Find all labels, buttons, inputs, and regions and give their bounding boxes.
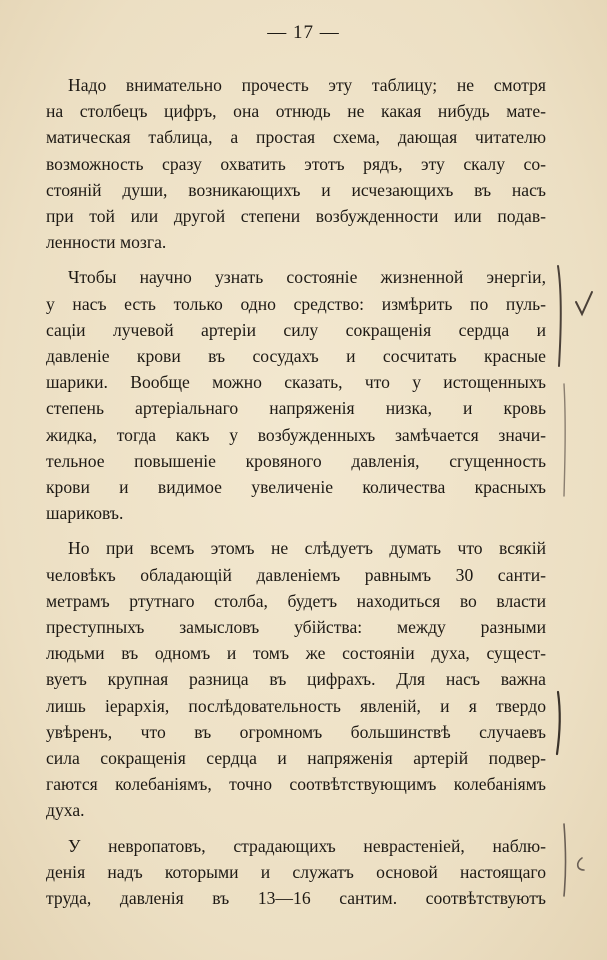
paragraph-1 bbox=[46, 72, 546, 255]
text-line: гаются колебаніямъ, точно соотвѣтствующимъ колебаніямъ bbox=[46, 774, 546, 795]
text-line: шарики. Вообще можно сказать, что у истощенныхъ bbox=[46, 372, 546, 393]
text-line: духа. bbox=[46, 800, 85, 821]
text-line: крови и видимое увеличеніе количества красныхъ bbox=[46, 477, 546, 498]
margin-line-mark bbox=[556, 380, 576, 500]
margin-bracket-mark bbox=[556, 820, 606, 900]
text-line: матическая таблица, а простая схема, дающая читателю bbox=[46, 127, 546, 148]
text-line: Но при всемъ этомъ не слѣдуетъ думать что всякій bbox=[68, 538, 546, 559]
text-line: шариковъ. bbox=[46, 503, 124, 524]
paragraph-4 bbox=[46, 833, 546, 912]
text-line: увѣренъ, что въ огромномъ большинствѣ случаевъ bbox=[46, 721, 546, 742]
text-line: метрамъ ртутнаго столба, будетъ находиться во власти bbox=[46, 590, 546, 611]
text-line: труда, давленія въ 13—16 сантим. соотвѣтствуютъ bbox=[46, 888, 546, 909]
margin-bracket-mark bbox=[548, 262, 598, 372]
text-line: денія надъ которыми и служатъ основой настоящаго bbox=[46, 861, 546, 882]
text-line: людьми въ одномъ и томъ же состояніи духа, сущест- bbox=[46, 643, 546, 664]
paragraph-2 bbox=[46, 264, 546, 526]
text-line: лишь іерархія, послѣдовательность явленій, и я твердо bbox=[46, 695, 546, 716]
text-line: человѣкъ обладающій давленіемъ равнымъ 30 санти- bbox=[46, 564, 546, 585]
text-line: тельное повышеніе кровяного давленія, сгущенность bbox=[46, 450, 546, 471]
body-text bbox=[46, 72, 546, 920]
page-number: — 17 — bbox=[267, 22, 340, 43]
text-line: саціи лучевой артеріи силу сокращенія сердца и bbox=[46, 319, 546, 340]
text-line: у насъ есть только одно средство: измѣрить по пуль- bbox=[46, 293, 546, 314]
text-line: давленіе крови въ сосудахъ и сосчитать красные bbox=[46, 346, 546, 367]
text-line: возможность сразу охватить этотъ рядъ, эту скалу со- bbox=[46, 153, 546, 174]
paragraph-3 bbox=[46, 535, 546, 823]
text-line: Чтобы научно узнать состояніе жизненной энергіи, bbox=[68, 267, 546, 288]
text-line: вуетъ крупная разница въ цифрахъ. Для насъ важна bbox=[46, 669, 546, 690]
text-line: ленности мозга. bbox=[46, 232, 167, 253]
text-line: стояній души, возникающихъ и исчезающихъ въ насъ bbox=[46, 179, 546, 200]
text-line: на столбецъ цифръ, она отнюдь не какая нибудь мате- bbox=[46, 101, 546, 122]
text-line: жидка, тогда какъ у возбужденныхъ замѣчается значи- bbox=[46, 424, 546, 445]
text-line: У невропатовъ, страдающихъ неврастеніей, наблю- bbox=[68, 835, 546, 856]
text-line: сила сокращенія сердца и напряженія артерій подвер- bbox=[46, 748, 546, 769]
text-line: степень артеріальнаго напряженія низка, и кровь bbox=[46, 398, 546, 419]
margin-bracket-mark bbox=[548, 688, 578, 758]
text-line: Надо внимательно прочесть эту таблицу; не смотря bbox=[68, 75, 546, 95]
text-line: преступныхъ замысловъ убійства: между разными bbox=[46, 617, 546, 638]
text-line: при той или другой степени возбужденности или подав- bbox=[46, 206, 546, 227]
